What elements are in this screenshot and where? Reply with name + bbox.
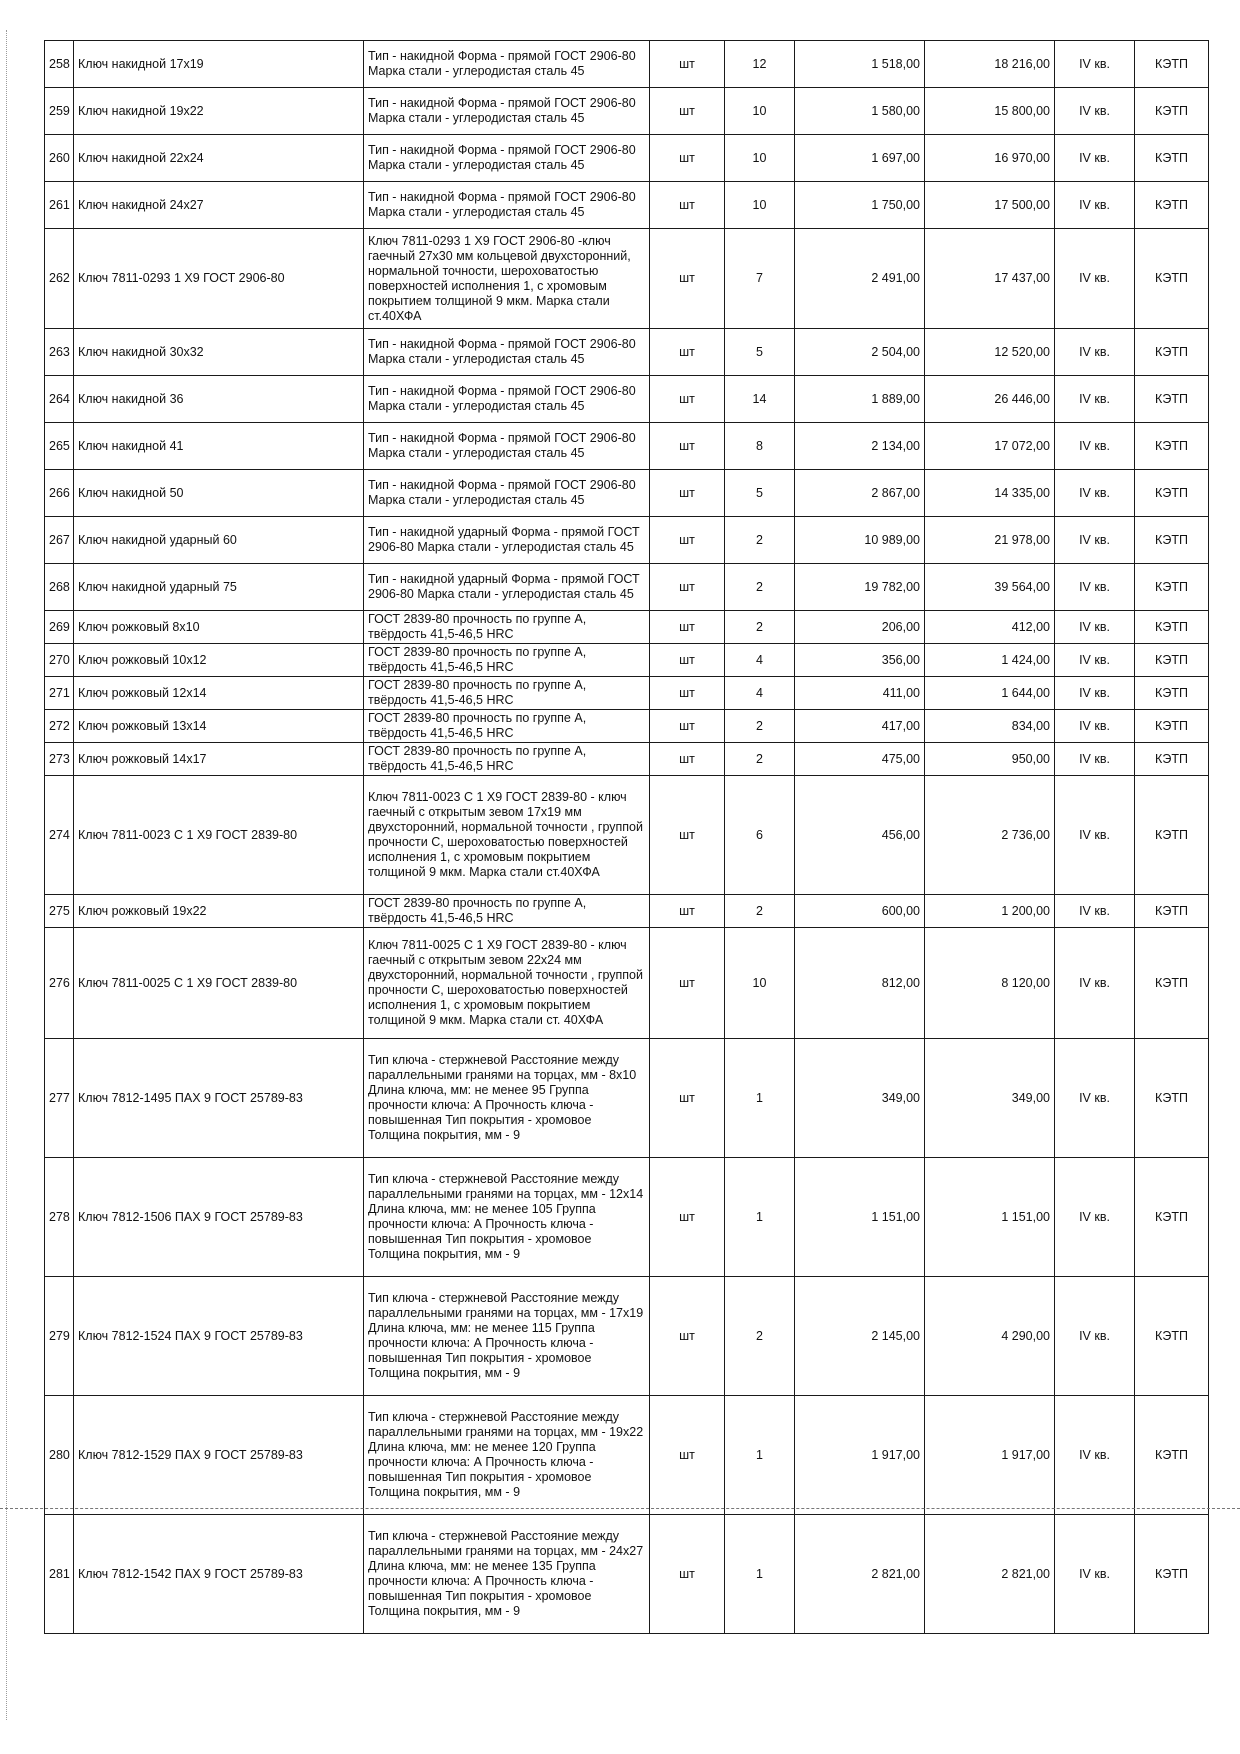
quantity: 2 <box>725 1277 795 1396</box>
unit-of-measure: шт <box>650 88 725 135</box>
total-sum: 950,00 <box>925 743 1055 776</box>
item-name: Ключ накидной 24х27 <box>74 182 364 229</box>
organization: КЭТП <box>1135 1277 1209 1396</box>
delivery-quarter: IV кв. <box>1055 423 1135 470</box>
delivery-quarter: IV кв. <box>1055 1515 1135 1634</box>
item-name: Ключ накидной 30х32 <box>74 329 364 376</box>
item-description: ГОСТ 2839-80 прочность по группе А, твёрдость 41,5-46,5 HRC <box>364 644 650 677</box>
table-row <box>45 644 1209 677</box>
quantity: 10 <box>725 135 795 182</box>
unit-price: 2 145,00 <box>795 1277 925 1396</box>
row-number: 263 <box>45 329 74 376</box>
row-number: 269 <box>45 611 74 644</box>
total-sum: 26 446,00 <box>925 376 1055 423</box>
quantity: 2 <box>725 517 795 564</box>
organization: КЭТП <box>1135 1039 1209 1158</box>
item-name: Ключ накидной ударный 75 <box>74 564 364 611</box>
unit-price: 600,00 <box>795 895 925 928</box>
unit-of-measure: шт <box>650 611 725 644</box>
item-name: Ключ 7812-1495 ПАХ 9 ГОСТ 25789-83 <box>74 1039 364 1158</box>
unit-price: 1 889,00 <box>795 376 925 423</box>
total-sum: 17 500,00 <box>925 182 1055 229</box>
quantity: 2 <box>725 564 795 611</box>
unit-of-measure: шт <box>650 1396 725 1515</box>
unit-of-measure: шт <box>650 470 725 517</box>
row-number: 261 <box>45 182 74 229</box>
item-description: ГОСТ 2839-80 прочность по группе А, твёрдость 41,5-46,5 HRC <box>364 895 650 928</box>
quantity: 1 <box>725 1158 795 1277</box>
page-edge-mark <box>6 30 7 1720</box>
quantity: 2 <box>725 710 795 743</box>
table-body <box>45 41 1209 1634</box>
item-description: Тип - накидной Форма - прямой ГОСТ 2906-80 Марка стали - углеродистая сталь 45 <box>364 376 650 423</box>
unit-price: 10 989,00 <box>795 517 925 564</box>
unit-price: 812,00 <box>795 928 925 1039</box>
quantity: 2 <box>725 743 795 776</box>
unit-price: 475,00 <box>795 743 925 776</box>
delivery-quarter: IV кв. <box>1055 677 1135 710</box>
item-description: Тип - накидной ударный Форма - прямой ГОСТ 2906-80 Марка стали - углеродистая сталь 45 <box>364 564 650 611</box>
organization: КЭТП <box>1135 776 1209 895</box>
organization: КЭТП <box>1135 229 1209 329</box>
unit-of-measure: шт <box>650 710 725 743</box>
item-description: Ключ 7811-0025 С 1 Х9 ГОСТ 2839-80 - ключ гаечный с открытым зевом 22х24 мм двухсторонний, нормальной точности , группой прочности С, шероховатостью поверхностей исполнения 1, с хромовым покрытием толщиной 9 мкм. Марка стали ст. 40ХФА <box>364 928 650 1039</box>
table-row <box>45 928 1209 1039</box>
total-sum: 4 290,00 <box>925 1277 1055 1396</box>
table-row <box>45 710 1209 743</box>
unit-of-measure: шт <box>650 41 725 88</box>
table-row <box>45 135 1209 182</box>
unit-of-measure: шт <box>650 644 725 677</box>
table-row <box>45 564 1209 611</box>
organization: КЭТП <box>1135 928 1209 1039</box>
organization: КЭТП <box>1135 88 1209 135</box>
item-name: Ключ рожковый 8х10 <box>74 611 364 644</box>
delivery-quarter: IV кв. <box>1055 376 1135 423</box>
unit-of-measure: шт <box>650 1277 725 1396</box>
row-number: 260 <box>45 135 74 182</box>
item-description: Тип ключа - стержневой Расстояние между параллельными гранями на торцах, мм - 24х27 Длина ключа, мм: не менее 135 Группа прочности ключа: А Прочность ключа - повышенная Тип покрытия - хромовое Толщина покрытия, мм - 9 <box>364 1515 650 1634</box>
total-sum: 15 800,00 <box>925 88 1055 135</box>
table-row <box>45 1039 1209 1158</box>
quantity: 10 <box>725 928 795 1039</box>
organization: КЭТП <box>1135 710 1209 743</box>
table-row <box>45 776 1209 895</box>
delivery-quarter: IV кв. <box>1055 470 1135 517</box>
unit-price: 2 867,00 <box>795 470 925 517</box>
item-name: Ключ 7812-1506 ПАХ 9 ГОСТ 25789-83 <box>74 1158 364 1277</box>
quantity: 4 <box>725 644 795 677</box>
delivery-quarter: IV кв. <box>1055 564 1135 611</box>
quantity: 12 <box>725 41 795 88</box>
quantity: 14 <box>725 376 795 423</box>
row-number: 274 <box>45 776 74 895</box>
organization: КЭТП <box>1135 644 1209 677</box>
delivery-quarter: IV кв. <box>1055 743 1135 776</box>
item-name: Ключ рожковый 13х14 <box>74 710 364 743</box>
total-sum: 2 821,00 <box>925 1515 1055 1634</box>
total-sum: 39 564,00 <box>925 564 1055 611</box>
delivery-quarter: IV кв. <box>1055 895 1135 928</box>
unit-of-measure: шт <box>650 1039 725 1158</box>
delivery-quarter: IV кв. <box>1055 644 1135 677</box>
total-sum: 834,00 <box>925 710 1055 743</box>
table-row <box>45 1158 1209 1277</box>
total-sum: 12 520,00 <box>925 329 1055 376</box>
organization: КЭТП <box>1135 743 1209 776</box>
quantity: 8 <box>725 423 795 470</box>
delivery-quarter: IV кв. <box>1055 776 1135 895</box>
item-name: Ключ 7812-1524 ПАХ 9 ГОСТ 25789-83 <box>74 1277 364 1396</box>
item-name: Ключ накидной 19х22 <box>74 88 364 135</box>
unit-of-measure: шт <box>650 895 725 928</box>
table-row <box>45 1396 1209 1515</box>
row-number: 262 <box>45 229 74 329</box>
delivery-quarter: IV кв. <box>1055 517 1135 564</box>
delivery-quarter: IV кв. <box>1055 182 1135 229</box>
organization: КЭТП <box>1135 895 1209 928</box>
item-description: Ключ 7811-0023 С 1 Х9 ГОСТ 2839-80 - ключ гаечный с открытым зевом 17х19 мм двухсторонний, нормальной точности , группой прочности С, шероховатостью поверхностей исполнения 1, с хромовым покрытием толщиной 9 мкм. Марка стали ст.40ХФА <box>364 776 650 895</box>
item-description: Тип - накидной Форма - прямой ГОСТ 2906-80 Марка стали - углеродистая сталь 45 <box>364 88 650 135</box>
organization: КЭТП <box>1135 1396 1209 1515</box>
organization: КЭТП <box>1135 564 1209 611</box>
unit-price: 19 782,00 <box>795 564 925 611</box>
row-number: 276 <box>45 928 74 1039</box>
total-sum: 17 437,00 <box>925 229 1055 329</box>
organization: КЭТП <box>1135 1158 1209 1277</box>
table-row <box>45 517 1209 564</box>
item-name: Ключ накидной 41 <box>74 423 364 470</box>
quantity: 1 <box>725 1039 795 1158</box>
item-name: Ключ накидной 17х19 <box>74 41 364 88</box>
row-number: 265 <box>45 423 74 470</box>
table-row <box>45 329 1209 376</box>
table-row <box>45 743 1209 776</box>
total-sum: 2 736,00 <box>925 776 1055 895</box>
table-row <box>45 611 1209 644</box>
unit-price: 206,00 <box>795 611 925 644</box>
delivery-quarter: IV кв. <box>1055 88 1135 135</box>
unit-of-measure: шт <box>650 376 725 423</box>
row-number: 259 <box>45 88 74 135</box>
delivery-quarter: IV кв. <box>1055 928 1135 1039</box>
item-description: Тип - накидной ударный Форма - прямой ГОСТ 2906-80 Марка стали - углеродистая сталь 45 <box>364 517 650 564</box>
quantity: 2 <box>725 611 795 644</box>
unit-of-measure: шт <box>650 776 725 895</box>
unit-of-measure: шт <box>650 928 725 1039</box>
item-description: Тип - накидной Форма - прямой ГОСТ 2906-80 Марка стали - углеродистая сталь 45 <box>364 182 650 229</box>
total-sum: 1 644,00 <box>925 677 1055 710</box>
unit-price: 2 491,00 <box>795 229 925 329</box>
item-name: Ключ 7811-0025 С 1 Х9 ГОСТ 2839-80 <box>74 928 364 1039</box>
unit-price: 417,00 <box>795 710 925 743</box>
unit-price: 1 697,00 <box>795 135 925 182</box>
delivery-quarter: IV кв. <box>1055 41 1135 88</box>
quantity: 5 <box>725 329 795 376</box>
item-name: Ключ 7812-1542 ПАХ 9 ГОСТ 25789-83 <box>74 1515 364 1634</box>
item-description: Тип - накидной Форма - прямой ГОСТ 2906-80 Марка стали - углеродистая сталь 45 <box>364 423 650 470</box>
table-row <box>45 229 1209 329</box>
table-row <box>45 182 1209 229</box>
row-number: 266 <box>45 470 74 517</box>
items-table <box>44 40 1209 1634</box>
delivery-quarter: IV кв. <box>1055 1396 1135 1515</box>
delivery-quarter: IV кв. <box>1055 710 1135 743</box>
quantity: 4 <box>725 677 795 710</box>
unit-price: 1 750,00 <box>795 182 925 229</box>
total-sum: 21 978,00 <box>925 517 1055 564</box>
unit-of-measure: шт <box>650 329 725 376</box>
item-name: Ключ 7811-0023 С 1 Х9 ГОСТ 2839-80 <box>74 776 364 895</box>
item-description: Тип ключа - стержневой Расстояние между параллельными гранями на торцах, мм - 12х14 Длина ключа, мм: не менее 105 Группа прочности ключа: А Прочность ключа - повышенная Тип покрытия - хромовое Толщина покрытия, мм - 9 <box>364 1158 650 1277</box>
item-description: Тип - накидной Форма - прямой ГОСТ 2906-80 Марка стали - углеродистая сталь 45 <box>364 41 650 88</box>
unit-price: 1 917,00 <box>795 1396 925 1515</box>
item-description: Тип ключа - стержневой Расстояние между параллельными гранями на торцах, мм - 19х22 Длина ключа, мм: не менее 120 Группа прочности ключа: А Прочность ключа - повышенная Тип покрытия - хромовое Толщина покрытия, мм - 9 <box>364 1396 650 1515</box>
total-sum: 1 917,00 <box>925 1396 1055 1515</box>
table-row <box>45 470 1209 517</box>
item-description: Тип - накидной Форма - прямой ГОСТ 2906-80 Марка стали - углеродистая сталь 45 <box>364 470 650 517</box>
item-description: ГОСТ 2839-80 прочность по группе А, твёрдость 41,5-46,5 HRC <box>364 677 650 710</box>
unit-of-measure: шт <box>650 517 725 564</box>
delivery-quarter: IV кв. <box>1055 1158 1135 1277</box>
organization: КЭТП <box>1135 470 1209 517</box>
unit-of-measure: шт <box>650 1158 725 1277</box>
item-description: Тип - накидной Форма - прямой ГОСТ 2906-80 Марка стали - углеродистая сталь 45 <box>364 135 650 182</box>
total-sum: 1 200,00 <box>925 895 1055 928</box>
unit-of-measure: шт <box>650 677 725 710</box>
row-number: 258 <box>45 41 74 88</box>
table-row <box>45 423 1209 470</box>
organization: КЭТП <box>1135 329 1209 376</box>
row-number: 272 <box>45 710 74 743</box>
unit-price: 1 580,00 <box>795 88 925 135</box>
row-number: 271 <box>45 677 74 710</box>
row-number: 268 <box>45 564 74 611</box>
quantity: 10 <box>725 182 795 229</box>
delivery-quarter: IV кв. <box>1055 135 1135 182</box>
item-description: Тип ключа - стержневой Расстояние между параллельными гранями на торцах, мм - 8х10 Длина ключа, мм: не менее 95 Группа прочности ключа: А Прочность ключа - повышенная Тип покрытия - хромовое Толщина покрытия, мм - 9 <box>364 1039 650 1158</box>
table-row <box>45 1277 1209 1396</box>
table-row <box>45 41 1209 88</box>
organization: КЭТП <box>1135 182 1209 229</box>
organization: КЭТП <box>1135 376 1209 423</box>
unit-of-measure: шт <box>650 182 725 229</box>
unit-price: 456,00 <box>795 776 925 895</box>
item-description: ГОСТ 2839-80 прочность по группе А, твёрдость 41,5-46,5 HRC <box>364 710 650 743</box>
unit-price: 2 504,00 <box>795 329 925 376</box>
table-row <box>45 677 1209 710</box>
item-description: ГОСТ 2839-80 прочность по группе А, твёрдость 41,5-46,5 HRC <box>364 611 650 644</box>
total-sum: 1 151,00 <box>925 1158 1055 1277</box>
item-description: Тип - накидной Форма - прямой ГОСТ 2906-80 Марка стали - углеродистая сталь 45 <box>364 329 650 376</box>
row-number: 264 <box>45 376 74 423</box>
delivery-quarter: IV кв. <box>1055 1277 1135 1396</box>
organization: КЭТП <box>1135 517 1209 564</box>
row-number: 277 <box>45 1039 74 1158</box>
unit-price: 411,00 <box>795 677 925 710</box>
organization: КЭТП <box>1135 135 1209 182</box>
row-number: 278 <box>45 1158 74 1277</box>
total-sum: 16 970,00 <box>925 135 1055 182</box>
organization: КЭТП <box>1135 41 1209 88</box>
row-number: 279 <box>45 1277 74 1396</box>
row-number: 280 <box>45 1396 74 1515</box>
quantity: 1 <box>725 1515 795 1634</box>
total-sum: 14 335,00 <box>925 470 1055 517</box>
quantity: 7 <box>725 229 795 329</box>
quantity: 10 <box>725 88 795 135</box>
total-sum: 8 120,00 <box>925 928 1055 1039</box>
unit-price: 2 821,00 <box>795 1515 925 1634</box>
item-description: Тип ключа - стержневой Расстояние между параллельными гранями на торцах, мм - 17х19 Длина ключа, мм: не менее 115 Группа прочности ключа: А Прочность ключа - повышенная Тип покрытия - хромовое Толщина покрытия, мм - 9 <box>364 1277 650 1396</box>
quantity: 6 <box>725 776 795 895</box>
item-name: Ключ рожковый 19х22 <box>74 895 364 928</box>
row-number: 275 <box>45 895 74 928</box>
unit-price: 349,00 <box>795 1039 925 1158</box>
item-name: Ключ 7811-0293 1 Х9 ГОСТ 2906-80 <box>74 229 364 329</box>
delivery-quarter: IV кв. <box>1055 329 1135 376</box>
total-sum: 412,00 <box>925 611 1055 644</box>
item-description: ГОСТ 2839-80 прочность по группе А, твёрдость 41,5-46,5 HRC <box>364 743 650 776</box>
total-sum: 17 072,00 <box>925 423 1055 470</box>
total-sum: 18 216,00 <box>925 41 1055 88</box>
table-row <box>45 1515 1209 1634</box>
organization: КЭТП <box>1135 423 1209 470</box>
unit-of-measure: шт <box>650 1515 725 1634</box>
spec-sheet <box>44 40 1209 1634</box>
unit-of-measure: шт <box>650 743 725 776</box>
quantity: 5 <box>725 470 795 517</box>
unit-price: 356,00 <box>795 644 925 677</box>
item-name: Ключ рожковый 14х17 <box>74 743 364 776</box>
total-sum: 1 424,00 <box>925 644 1055 677</box>
row-number: 281 <box>45 1515 74 1634</box>
table-row <box>45 88 1209 135</box>
unit-price: 2 134,00 <box>795 423 925 470</box>
row-number: 267 <box>45 517 74 564</box>
item-name: Ключ 7812-1529 ПАХ 9 ГОСТ 25789-83 <box>74 1396 364 1515</box>
organization: КЭТП <box>1135 677 1209 710</box>
delivery-quarter: IV кв. <box>1055 1039 1135 1158</box>
table-row <box>45 895 1209 928</box>
total-sum: 349,00 <box>925 1039 1055 1158</box>
table-row <box>45 376 1209 423</box>
scan-cut-line <box>0 1508 1240 1509</box>
item-name: Ключ рожковый 12х14 <box>74 677 364 710</box>
quantity: 1 <box>725 1396 795 1515</box>
quantity: 2 <box>725 895 795 928</box>
item-description: Ключ 7811-0293 1 Х9 ГОСТ 2906-80 -ключ гаечный 27х30 мм кольцевой двухсторонний, нормальной точности, шероховатостью поверхностей исполнения 1, с хромовым покрытием толщиной 9 мкм. Марка стали ст.40ХФА <box>364 229 650 329</box>
item-name: Ключ накидной 36 <box>74 376 364 423</box>
item-name: Ключ накидной 22х24 <box>74 135 364 182</box>
organization: КЭТП <box>1135 611 1209 644</box>
unit-price: 1 151,00 <box>795 1158 925 1277</box>
unit-of-measure: шт <box>650 564 725 611</box>
item-name: Ключ накидной 50 <box>74 470 364 517</box>
organization: КЭТП <box>1135 1515 1209 1634</box>
row-number: 270 <box>45 644 74 677</box>
unit-of-measure: шт <box>650 135 725 182</box>
item-name: Ключ накидной ударный 60 <box>74 517 364 564</box>
unit-of-measure: шт <box>650 423 725 470</box>
delivery-quarter: IV кв. <box>1055 229 1135 329</box>
delivery-quarter: IV кв. <box>1055 611 1135 644</box>
unit-of-measure: шт <box>650 229 725 329</box>
row-number: 273 <box>45 743 74 776</box>
unit-price: 1 518,00 <box>795 41 925 88</box>
item-name: Ключ рожковый 10х12 <box>74 644 364 677</box>
